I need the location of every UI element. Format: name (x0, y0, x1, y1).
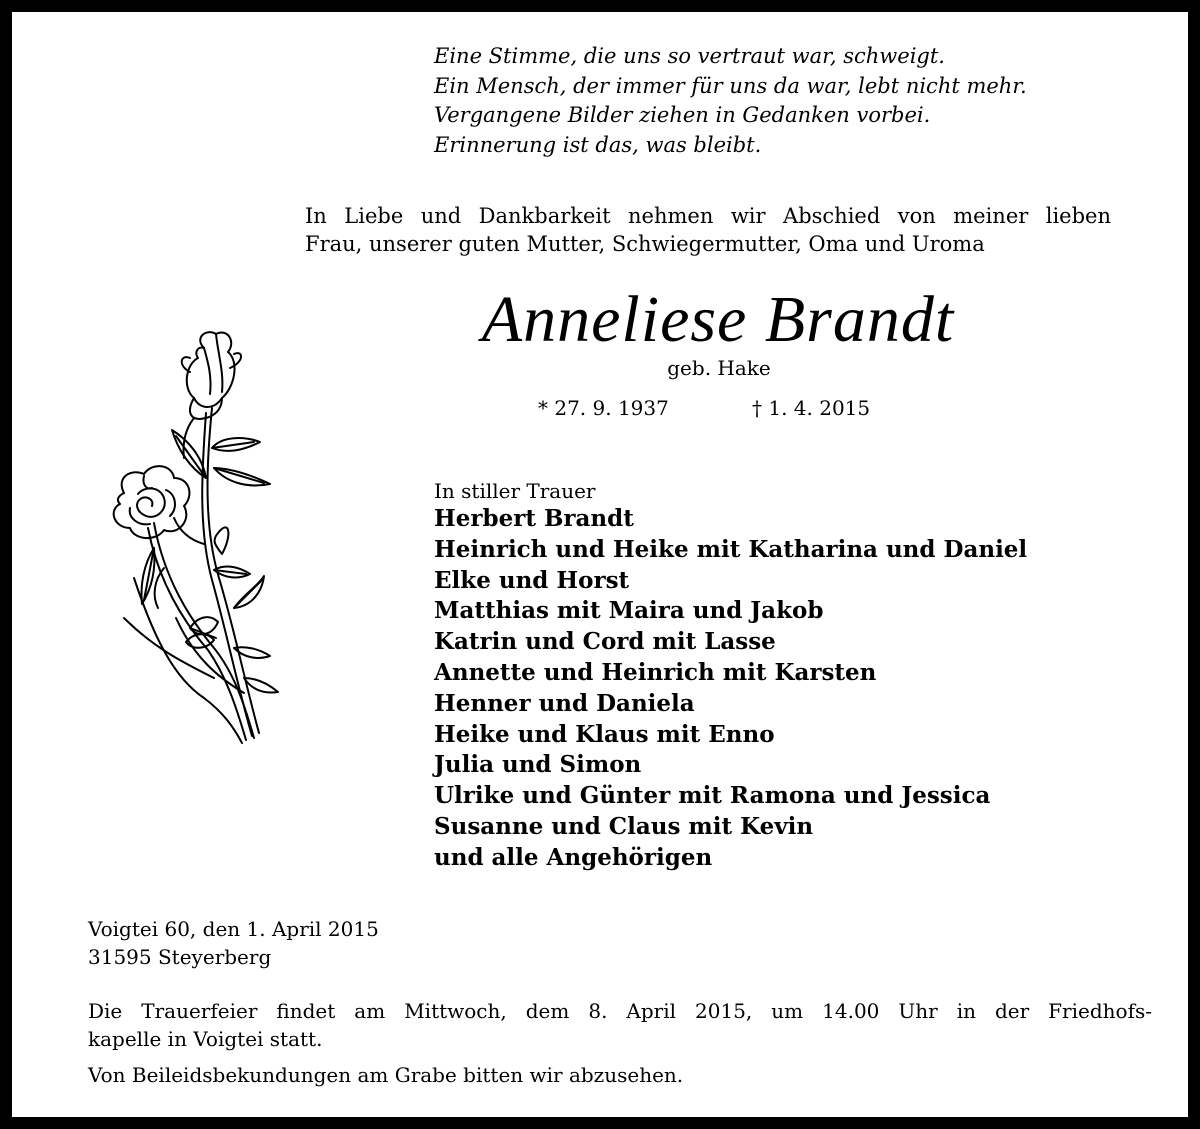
mourner-name: Henner und Daniela (434, 689, 695, 717)
mourner-name: Katrin und Cord mit Lasse (434, 628, 776, 656)
poem-line: Eine Stimme, die uns so vertraut war, schweigt. (434, 44, 945, 68)
poem-line: Vergangene Bilder ziehen in Gedanken vorbei. (434, 103, 931, 127)
address-line: 31595 Steyerberg (88, 945, 272, 969)
mourner-name: Susanne und Claus mit Kevin (434, 812, 814, 840)
funeral-service-info (88, 997, 1152, 1053)
address-block (88, 915, 379, 971)
poem-line: Ein Mensch, der immer für uns da war, lebt nicht mehr. (434, 73, 1027, 98)
service-line: kapelle in Voigtei statt. (88, 1027, 323, 1051)
deceased-name: Anneliese Brandt (481, 283, 955, 356)
poem-line: Erinnerung ist das, was bleibt. (434, 132, 762, 157)
mourner-name: Annette und Heinrich mit Karsten (434, 658, 877, 686)
mourner-name: Heike und Klaus mit Enno (434, 720, 775, 748)
farewell-intro (305, 202, 1111, 258)
birth-date: * 27. 9. 1937 (538, 396, 669, 420)
mourner-name: und alle Angehörigen (434, 843, 713, 871)
mourner-name: Matthias mit Maira und Jakob (434, 597, 824, 625)
poem (434, 42, 1027, 160)
mourning-heading: In stiller Trauer (434, 479, 596, 503)
maiden-name: geb. Hake (667, 356, 771, 380)
intro-line: In Liebe und Dankbarkeit nehmen wir Abschied von meiner lieben (305, 204, 1111, 228)
service-line: Die Trauerfeier findet am Mittwoch, dem 8. April 2015, um 14.00 Uhr in der Friedhofs- (88, 999, 1152, 1023)
mourner-name: Heinrich und Heike mit Katharina und Daniel (434, 535, 1028, 563)
mourner-name: Herbert Brandt (434, 505, 634, 532)
mourners-list (434, 504, 1027, 874)
rose-illustration-icon (94, 318, 294, 748)
condolence-notice: Von Beileidsbekundungen am Grabe bitten wir abzusehen. (88, 1063, 684, 1087)
mourner-name: Julia und Simon (434, 751, 642, 779)
intro-line: Frau, unserer guten Mutter, Schwiegermutter, Oma und Uroma (305, 232, 985, 256)
address-line: Voigtei 60, den 1. April 2015 (88, 917, 379, 941)
death-date: † 1. 4. 2015 (752, 396, 871, 420)
mourner-name: Elke und Horst (434, 566, 630, 594)
mourner-name: Ulrike und Günter mit Ramona und Jessica (434, 782, 991, 810)
